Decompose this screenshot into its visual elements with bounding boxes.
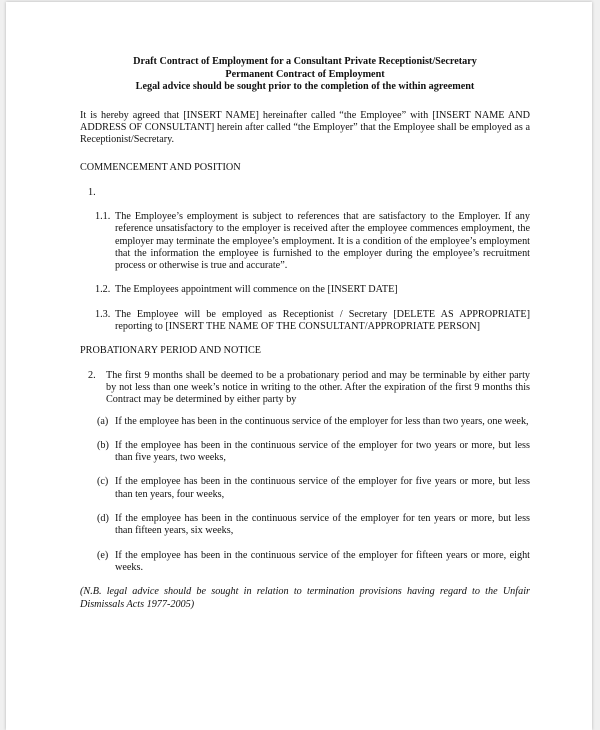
section-2-paragraph	[88, 370, 530, 407]
document-body	[80, 56, 530, 611]
item-text: If the employee has been in the continuous service of the employer for ten years or more, but less than fifteen years, six weeks,	[115, 513, 530, 537]
clause-number: 1.3.	[95, 308, 111, 320]
item-label: (e)	[97, 549, 109, 561]
notice-item-d	[80, 513, 530, 538]
notice-item-a	[80, 416, 530, 428]
notice-item-c	[80, 476, 530, 501]
item-label: (c)	[97, 476, 109, 488]
section-2-heading: PROBATIONARY PERIOD AND NOTICE	[80, 345, 262, 357]
clause-number: 1.1.	[95, 210, 111, 222]
item-text: If the employee has been in the continuous service of the employer for fifteen years or more, eight weeks.	[115, 549, 530, 573]
title-line-3: Legal advice should be sought prior to the completion of the within agreement	[135, 81, 475, 92]
intro-paragraph: It is hereby agreed that [INSERT NAME] hereinafter called “the Employee” with [INSERT NAME AND ADDRESS OF CONSULTANT] herein after called “the Employer” that the Employee shall be employed as a Receptionist/Secretary.	[80, 109, 530, 146]
item-text: If the employee has been in the continuous service of the employer for less than two years, one week,	[115, 415, 529, 427]
document-title	[80, 56, 530, 94]
document-page	[6, 2, 592, 730]
item-label: (b)	[97, 439, 109, 451]
clause-text: The Employee’s employment is subject to references that are satisfactory to the Employer. If any reference unsatisfactory to the employer is received after the employee commences employment, the employer may terminate the employee’s employment. It is a condition of the employee’s employment that the information the employee is furnished to the employer during the employee’s recruitment process or otherwise is true and accurate”.	[115, 210, 530, 272]
clause-number: 1.2.	[95, 284, 111, 296]
clause-text: The Employees appointment will commence on the [INSERT DATE]	[115, 284, 398, 296]
item-text: If the employee has been in the continuous service of the employer for two years or more, but less than five years, two weeks,	[115, 439, 530, 464]
clause-1-1	[80, 211, 530, 272]
item-text: If the employee has been in the continuous service of the employer for five years or more, but less than ten years, four weeks,	[115, 476, 530, 500]
section-2-number: 2.	[88, 369, 96, 381]
legal-note: (N.B. legal advice should be sought in relation to termination provisions having regard to the Unfair Dismissals Acts 1977-2005)	[80, 586, 530, 610]
section-2-text: The first 9 months shall be deemed to be a probationary period and may be terminable by either party by not less than one week’s notice in writing to the other. After the expiration of the first 9 months this Contract may be determined by either party by	[106, 369, 530, 406]
section-1-number: 1.	[88, 186, 96, 198]
notice-item-e	[80, 550, 530, 575]
clause-text: The Employee will be employed as Receptionist / Secretary [DELETE AS APPROPRIATE] reporting to [INSERT THE NAME OF THE CONSULTANT/APPROPRIATE PERSON]	[115, 308, 530, 333]
title-line-1: Draft Contract of Employment for a Consultant Private Receptionist/Secretary	[133, 56, 477, 67]
item-label: (a)	[97, 415, 109, 427]
title-line-2: Permanent Contract of Employment	[225, 68, 385, 80]
clause-1-2	[80, 284, 530, 296]
clause-1-3	[80, 309, 530, 334]
notice-item-b	[80, 440, 530, 465]
section-1-heading: COMMENCEMENT AND POSITION	[80, 162, 241, 174]
item-label: (d)	[97, 513, 109, 525]
